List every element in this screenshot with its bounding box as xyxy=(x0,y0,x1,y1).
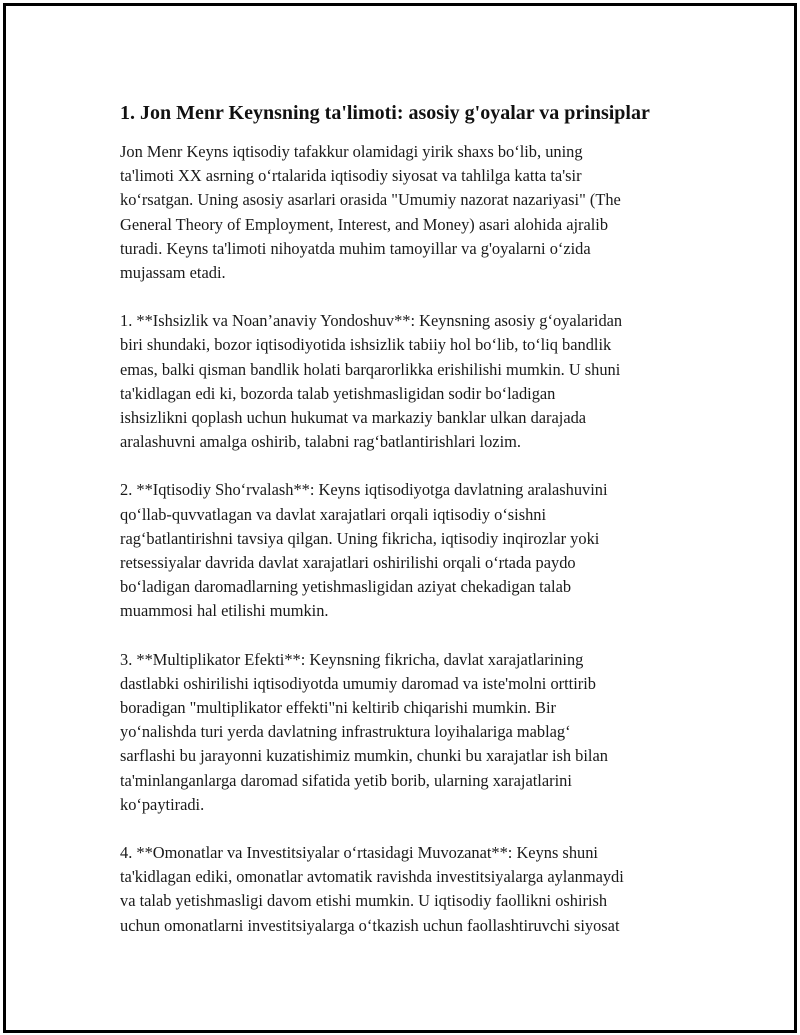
text-line: ta'minlanganlarga daromad sifatida yetib borib, ularning xarajatlarini xyxy=(120,770,572,790)
paragraph-point-1 xyxy=(120,309,695,454)
text-line: ta'limoti XX asrning o‘rtalarida iqtisodiy siyosat va tahlilga katta ta'sir xyxy=(120,166,582,186)
text-line: qo‘llab-quvvatlagan va davlat xarajatlari orqali iqtisodiy o‘sishni xyxy=(120,504,547,524)
text-line: emas, balki qisman bandlik holati barqarorlikka erishilishi mumkin. U shuni xyxy=(120,359,621,379)
text-line: ishsizlikni qoplash uchun hukumat va markaziy banklar ulkan darajada xyxy=(120,408,587,428)
text-line: ko‘paytiradi. xyxy=(120,794,205,814)
text-line: bo‘ladigan daromadlarning yetishmasligidan aziyat chekadigan talab xyxy=(120,577,572,597)
text-line: ta'kidlagan ediki, omonatlar avtomatik ravishda investitsiyalarga aylanmaydi xyxy=(120,867,624,887)
text-line: uchun omonatlarni investitsiyalarga o‘tkazish uchun faollashtiruvchi siyosat xyxy=(120,915,620,935)
text-line: turadi. Keyns ta'limoti nihoyatda muhim tamoyillar va g'oyalarni o‘zida xyxy=(120,238,591,258)
text-line: biri shundaki, bozor iqtisodiyotida ishsizlik tabiiy hol bo‘lib, to‘liq bandlik xyxy=(120,335,612,355)
text-line: 1. **Ishsizlik va Noan’anaviy Yondoshuv**: Keynsning asosiy g‘oyalaridan xyxy=(120,311,623,331)
paragraph-point-4 xyxy=(120,841,695,938)
text-line: Jon Menr Keyns iqtisodiy tafakkur olamidagi yirik shaxs bo‘lib, uning xyxy=(120,142,583,161)
paragraph-point-3 xyxy=(120,648,695,817)
paragraph-point-2 xyxy=(120,478,695,623)
text-line: retsessiyalar davrida davlat xarajatlari oshirilishi orqali o‘rtada paydo xyxy=(120,553,576,573)
document-body xyxy=(120,100,695,962)
document-title: 1. Jon Menr Keynsning ta'limoti: asosiy g'oyalar va prinsiplar xyxy=(120,102,650,124)
text-line: 3. **Multiplikator Efekti**: Keynsning fikricha, davlat xarajatlarining xyxy=(120,649,584,669)
text-line: muammosi hal etilishi mumkin. xyxy=(120,601,329,621)
text-line: sarflashi bu jarayonni kuzatishimiz mumkin, chunki bu xarajatlar ish bilan xyxy=(120,746,608,766)
text-line: va talab yetishmasligi davom etishi mumkin. U iqtisodiy faollikni oshirish xyxy=(120,891,608,911)
text-line: rag‘batlantirishni tavsiya qilgan. Uning fikricha, iqtisodiy inqirozlar yoki xyxy=(120,528,600,548)
text-line: yo‘nalishda turi yerda davlatning infrastruktura loyihalariga mablag‘ xyxy=(120,722,571,742)
text-line: aralashuvni amalga oshirib, talabni rag‘batlantirishlari lozim. xyxy=(120,432,521,452)
page-frame xyxy=(3,3,797,1033)
text-line: boradigan "multiplikator effekti"ni keltirib chiqarishi mumkin. Bir xyxy=(120,698,556,718)
text-line: mujassam etadi. xyxy=(120,263,226,283)
text-line: 4. **Omonatlar va Investitsiyalar o‘rtasidagi Muvozanat**: Keyns shuni xyxy=(120,843,598,863)
text-line: ta'kidlagan edi ki, bozorda talab yetishmasligidan sodir bo‘ladigan xyxy=(120,383,556,403)
text-line: General Theory of Employment, Interest, and Money) asari alohida ajralib xyxy=(120,214,609,234)
paragraph-intro xyxy=(120,140,695,285)
text-line: dastlabki oshirilishi iqtisodiyotda umumiy daromad va iste'molni orttirib xyxy=(120,673,596,693)
text-line: 2. **Iqtisodiy Sho‘rvalash**: Keyns iqtisodiyotga davlatning aralashuvini xyxy=(120,480,608,500)
text-line: ko‘rsatgan. Uning asosiy asarlari orasida "Umumiy nazorat nazariyasi" (The xyxy=(120,190,621,210)
